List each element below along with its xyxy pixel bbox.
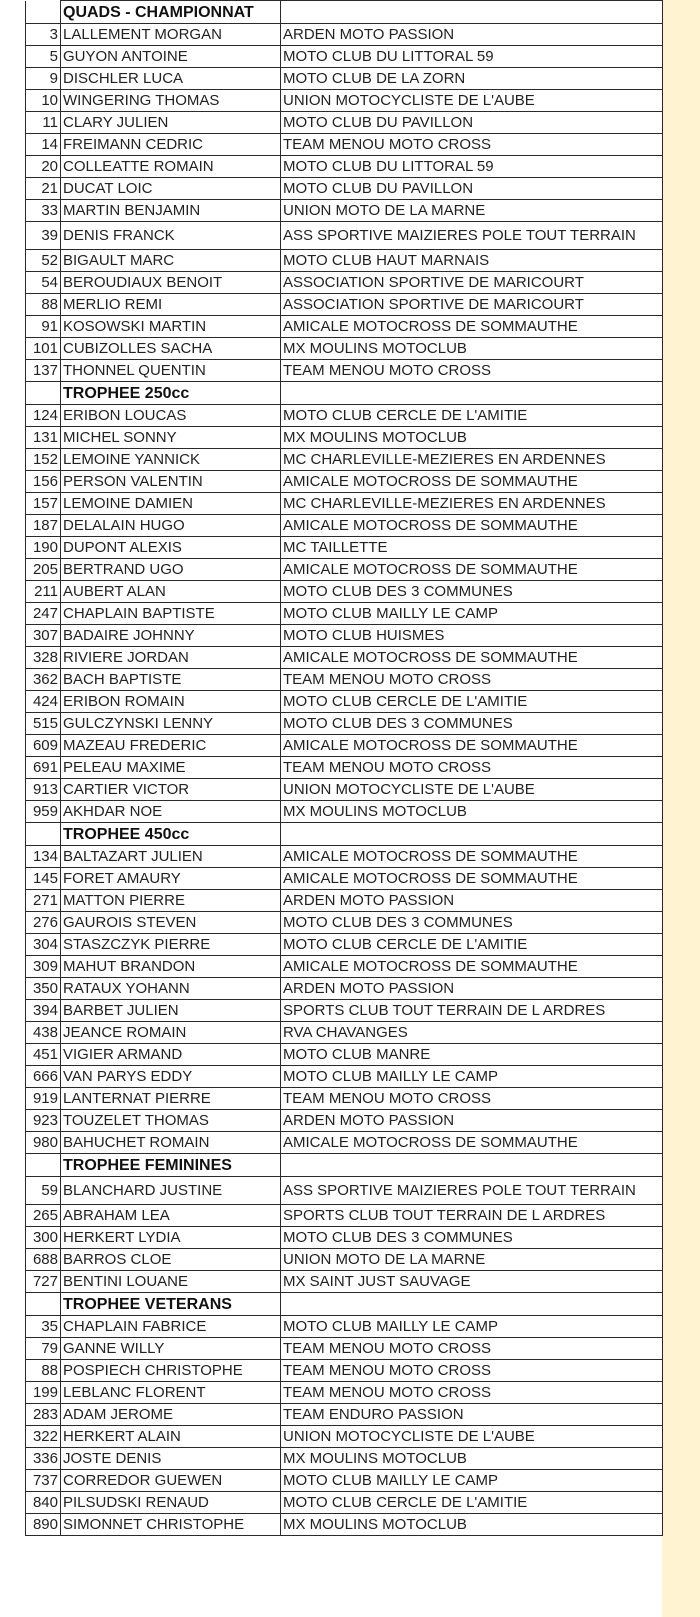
table-row [26, 1360, 663, 1382]
rider-name: JOSTE DENIS [61, 1448, 281, 1470]
rider-number: 609 [26, 735, 61, 757]
rider-club: MOTO CLUB DES 3 COMMUNES [281, 1227, 663, 1249]
section-header-club-cell [281, 1, 663, 24]
table-row [26, 1316, 663, 1338]
rider-club: MOTO CLUB CERCLE DE L'AMITIE [281, 934, 663, 956]
rider-name: ADAM JEROME [61, 1404, 281, 1426]
rider-number: 980 [26, 1132, 61, 1154]
section-header [26, 1154, 663, 1177]
section-header [26, 382, 663, 405]
rider-number: 438 [26, 1022, 61, 1044]
rider-name: BEROUDIAUX BENOIT [61, 272, 281, 294]
rider-club: AMICALE MOTOCROSS DE SOMMAUTHE [281, 956, 663, 978]
section-header-spacer [26, 1, 61, 24]
rider-club: TEAM MENOU MOTO CROSS [281, 669, 663, 691]
table-row [26, 581, 663, 603]
rider-club: MOTO CLUB MAILLY LE CAMP [281, 1316, 663, 1338]
rider-club: UNION MOTOCYCLISTE DE L'AUBE [281, 1426, 663, 1448]
rider-club: ARDEN MOTO PASSION [281, 978, 663, 1000]
rider-club: ASSOCIATION SPORTIVE DE MARICOURT [281, 294, 663, 316]
right-margin [662, 0, 700, 1617]
rider-name: STASZCZYK PIERRE [61, 934, 281, 956]
rider-number: 14 [26, 134, 61, 156]
rider-name: AUBERT ALAN [61, 581, 281, 603]
rider-club: SPORTS CLUB TOUT TERRAIN DE L ARDRES [281, 1205, 663, 1227]
rider-number: 666 [26, 1066, 61, 1088]
rider-number: 737 [26, 1470, 61, 1492]
section-header [26, 1293, 663, 1316]
rider-number: 137 [26, 360, 61, 382]
rider-club: MOTO CLUB CERCLE DE L'AMITIE [281, 1492, 663, 1514]
table-row [26, 1492, 663, 1514]
table-row [26, 427, 663, 449]
rider-number: 276 [26, 912, 61, 934]
rider-name: DELALAIN HUGO [61, 515, 281, 537]
table-row [26, 735, 663, 757]
table-row [26, 1382, 663, 1404]
rider-name: MICHEL SONNY [61, 427, 281, 449]
table-row [26, 24, 663, 46]
table-row [26, 1205, 663, 1227]
table-row [26, 1271, 663, 1293]
rider-number: 890 [26, 1514, 61, 1536]
rider-name: ERIBON LOUCAS [61, 405, 281, 427]
section-header-spacer [26, 1154, 61, 1177]
rider-number: 322 [26, 1426, 61, 1448]
table-row [26, 68, 663, 90]
rider-name: CARTIER VICTOR [61, 779, 281, 801]
rider-number: 21 [26, 178, 61, 200]
table-row [26, 1426, 663, 1448]
rider-name: GANNE WILLY [61, 1338, 281, 1360]
rider-name: BACH BAPTISTE [61, 669, 281, 691]
rider-number: 515 [26, 713, 61, 735]
rider-club: MOTO CLUB MAILLY LE CAMP [281, 603, 663, 625]
rider-club: MOTO CLUB MANRE [281, 1044, 663, 1066]
rider-name: BADAIRE JOHNNY [61, 625, 281, 647]
rider-name: PERSON VALENTIN [61, 471, 281, 493]
rider-name: KOSOWSKI MARTIN [61, 316, 281, 338]
rider-club: TEAM MENOU MOTO CROSS [281, 360, 663, 382]
rider-number: 923 [26, 1110, 61, 1132]
rider-number: 134 [26, 846, 61, 868]
rider-number: 5 [26, 46, 61, 68]
rider-name: MAZEAU FREDERIC [61, 735, 281, 757]
rider-number: 959 [26, 801, 61, 823]
rider-club: MOTO CLUB DU PAVILLON [281, 178, 663, 200]
table-row [26, 90, 663, 112]
rider-number: 156 [26, 471, 61, 493]
rider-club: TEAM ENDURO PASSION [281, 1404, 663, 1426]
rider-name: ABRAHAM LEA [61, 1205, 281, 1227]
rider-number: 157 [26, 493, 61, 515]
rider-name: RIVIERE JORDAN [61, 647, 281, 669]
rider-club: MOTO CLUB HUISMES [281, 625, 663, 647]
section-header-club-cell [281, 1293, 663, 1316]
rider-number: 152 [26, 449, 61, 471]
rider-number: 424 [26, 691, 61, 713]
rider-number: 88 [26, 1360, 61, 1382]
rider-number: 124 [26, 405, 61, 427]
rider-name: CORREDOR GUEWEN [61, 1470, 281, 1492]
rider-name: WINGERING THOMAS [61, 90, 281, 112]
rider-name: DUPONT ALEXIS [61, 537, 281, 559]
rider-club: AMICALE MOTOCROSS DE SOMMAUTHE [281, 515, 663, 537]
rider-name: RATAUX YOHANN [61, 978, 281, 1000]
rider-name: DENIS FRANCK [61, 222, 281, 250]
table-row [26, 471, 663, 493]
rider-name: DUCAT LOIC [61, 178, 281, 200]
rider-number: 91 [26, 316, 61, 338]
rider-number: 336 [26, 1448, 61, 1470]
rider-name: LEMOINE YANNICK [61, 449, 281, 471]
rider-number: 54 [26, 272, 61, 294]
rider-club: MOTO CLUB DE LA ZORN [281, 68, 663, 90]
rider-number: 211 [26, 581, 61, 603]
rider-name: JEANCE ROMAIN [61, 1022, 281, 1044]
table-row [26, 890, 663, 912]
rider-name: BENTINI LOUANE [61, 1271, 281, 1293]
rider-club: MOTO CLUB DU LITTORAL 59 [281, 46, 663, 68]
rider-club: ARDEN MOTO PASSION [281, 24, 663, 46]
rider-number: 727 [26, 1271, 61, 1293]
section-title: TROPHEE 250cc [61, 382, 281, 405]
section-header-club-cell [281, 1154, 663, 1177]
rider-name: HERKERT LYDIA [61, 1227, 281, 1249]
table-row [26, 1404, 663, 1426]
rider-club: MC CHARLEVILLE-MEZIERES EN ARDENNES [281, 493, 663, 515]
rider-number: 11 [26, 112, 61, 134]
table-row [26, 713, 663, 735]
rider-name: TOUZELET THOMAS [61, 1110, 281, 1132]
rider-name: CHAPLAIN BAPTISTE [61, 603, 281, 625]
rider-number: 79 [26, 1338, 61, 1360]
rider-number: 271 [26, 890, 61, 912]
table-row [26, 360, 663, 382]
rider-club: SPORTS CLUB TOUT TERRAIN DE L ARDRES [281, 1000, 663, 1022]
section-title: TROPHEE 450cc [61, 823, 281, 846]
table-row [26, 1249, 663, 1271]
table-row [26, 156, 663, 178]
rider-number: 309 [26, 956, 61, 978]
rider-club: MOTO CLUB CERCLE DE L'AMITIE [281, 691, 663, 713]
rider-club: MX MOULINS MOTOCLUB [281, 1448, 663, 1470]
section-header-spacer [26, 823, 61, 846]
rider-name: LANTERNAT PIERRE [61, 1088, 281, 1110]
rider-number: 33 [26, 200, 61, 222]
rider-club: MX MOULINS MOTOCLUB [281, 1514, 663, 1536]
rider-number: 394 [26, 1000, 61, 1022]
table-row [26, 1088, 663, 1110]
rider-name: BIGAULT MARC [61, 250, 281, 272]
rider-name: GUYON ANTOINE [61, 46, 281, 68]
table-row [26, 846, 663, 868]
rider-club: MX MOULINS MOTOCLUB [281, 801, 663, 823]
table-row [26, 250, 663, 272]
rider-club: TEAM MENOU MOTO CROSS [281, 1088, 663, 1110]
rider-number: 247 [26, 603, 61, 625]
table-row [26, 112, 663, 134]
rider-club: MC CHARLEVILLE-MEZIERES EN ARDENNES [281, 449, 663, 471]
entry-list-body [26, 1, 663, 1536]
rider-club: MOTO CLUB MAILLY LE CAMP [281, 1470, 663, 1492]
rider-number: 919 [26, 1088, 61, 1110]
rider-number: 190 [26, 537, 61, 559]
rider-club: AMICALE MOTOCROSS DE SOMMAUTHE [281, 735, 663, 757]
rider-name: POSPIECH CHRISTOPHE [61, 1360, 281, 1382]
table-row [26, 1066, 663, 1088]
rider-number: 265 [26, 1205, 61, 1227]
rider-number: 101 [26, 338, 61, 360]
rider-number: 362 [26, 669, 61, 691]
table-row [26, 801, 663, 823]
rider-number: 88 [26, 294, 61, 316]
rider-club: MOTO CLUB DES 3 COMMUNES [281, 581, 663, 603]
rider-name: BALTAZART JULIEN [61, 846, 281, 868]
table-row [26, 1044, 663, 1066]
rider-name: LALLEMENT MORGAN [61, 24, 281, 46]
rider-club: MX MOULINS MOTOCLUB [281, 427, 663, 449]
rider-club: TEAM MENOU MOTO CROSS [281, 1360, 663, 1382]
rider-name: MERLIO REMI [61, 294, 281, 316]
rider-number: 688 [26, 1249, 61, 1271]
table-row [26, 757, 663, 779]
rider-name: VAN PARYS EDDY [61, 1066, 281, 1088]
rider-club: ARDEN MOTO PASSION [281, 1110, 663, 1132]
rider-number: 350 [26, 978, 61, 1000]
rider-name: DISCHLER LUCA [61, 68, 281, 90]
table-row [26, 978, 663, 1000]
table-row [26, 1000, 663, 1022]
table-row [26, 912, 663, 934]
rider-club: TEAM MENOU MOTO CROSS [281, 757, 663, 779]
section-title: TROPHEE FEMININES [61, 1154, 281, 1177]
table-row [26, 338, 663, 360]
rider-club: TEAM MENOU MOTO CROSS [281, 1382, 663, 1404]
section-header-club-cell [281, 823, 663, 846]
rider-number: 59 [26, 1177, 61, 1205]
rider-club: AMICALE MOTOCROSS DE SOMMAUTHE [281, 559, 663, 581]
rider-club: RVA CHAVANGES [281, 1022, 663, 1044]
rider-number: 35 [26, 1316, 61, 1338]
table-row [26, 178, 663, 200]
table-row [26, 1177, 663, 1205]
table-row [26, 691, 663, 713]
rider-name: LEBLANC FLORENT [61, 1382, 281, 1404]
table-row [26, 1132, 663, 1154]
rider-club: MOTO CLUB DU LITTORAL 59 [281, 156, 663, 178]
rider-club: AMICALE MOTOCROSS DE SOMMAUTHE [281, 647, 663, 669]
entry-list-table [25, 0, 663, 1536]
rider-name: VIGIER ARMAND [61, 1044, 281, 1066]
rider-club: UNION MOTOCYCLISTE DE L'AUBE [281, 90, 663, 112]
table-row [26, 537, 663, 559]
table-row [26, 1227, 663, 1249]
section-header-club-cell [281, 382, 663, 405]
rider-name: MATTON PIERRE [61, 890, 281, 912]
table-row [26, 1470, 663, 1492]
rider-name: BAHUCHET ROMAIN [61, 1132, 281, 1154]
table-row [26, 1514, 663, 1536]
rider-name: GULCZYNSKI LENNY [61, 713, 281, 735]
rider-number: 20 [26, 156, 61, 178]
section-title: TROPHEE VETERANS [61, 1293, 281, 1316]
rider-name: CLARY JULIEN [61, 112, 281, 134]
rider-name: BARROS CLOE [61, 1249, 281, 1271]
rider-number: 3 [26, 24, 61, 46]
section-header-spacer [26, 382, 61, 405]
rider-name: COLLEATTE ROMAIN [61, 156, 281, 178]
rider-name: GAUROIS STEVEN [61, 912, 281, 934]
rider-club: AMICALE MOTOCROSS DE SOMMAUTHE [281, 471, 663, 493]
rider-name: CUBIZOLLES SACHA [61, 338, 281, 360]
rider-club: UNION MOTO DE LA MARNE [281, 200, 663, 222]
rider-number: 187 [26, 515, 61, 537]
section-header [26, 823, 663, 846]
rider-number: 307 [26, 625, 61, 647]
rider-number: 145 [26, 868, 61, 890]
table-row [26, 222, 663, 250]
table-row [26, 134, 663, 156]
rider-name: THONNEL QUENTIN [61, 360, 281, 382]
rider-club: MOTO CLUB HAUT MARNAIS [281, 250, 663, 272]
rider-club: AMICALE MOTOCROSS DE SOMMAUTHE [281, 846, 663, 868]
table-row [26, 294, 663, 316]
rider-number: 199 [26, 1382, 61, 1404]
rider-name: PILSUDSKI RENAUD [61, 1492, 281, 1514]
rider-club: MOTO CLUB DES 3 COMMUNES [281, 912, 663, 934]
rider-number: 10 [26, 90, 61, 112]
rider-name: ERIBON ROMAIN [61, 691, 281, 713]
table-row [26, 956, 663, 978]
table-row [26, 934, 663, 956]
rider-club: MOTO CLUB DU PAVILLON [281, 112, 663, 134]
table-row [26, 449, 663, 471]
rider-club: MX SAINT JUST SAUVAGE [281, 1271, 663, 1293]
table-row [26, 625, 663, 647]
table-row [26, 46, 663, 68]
table-row [26, 1110, 663, 1132]
rider-name: LEMOINE DAMIEN [61, 493, 281, 515]
rider-club: MOTO CLUB DES 3 COMMUNES [281, 713, 663, 735]
rider-number: 451 [26, 1044, 61, 1066]
rider-club: UNION MOTOCYCLISTE DE L'AUBE [281, 779, 663, 801]
section-header-spacer [26, 1293, 61, 1316]
table-row [26, 493, 663, 515]
table-row [26, 559, 663, 581]
rider-number: 131 [26, 427, 61, 449]
rider-number: 283 [26, 1404, 61, 1426]
rider-number: 328 [26, 647, 61, 669]
rider-club: ASS SPORTIVE MAIZIERES POLE TOUT TERRAIN [281, 1177, 663, 1205]
left-margin [0, 0, 25, 1617]
rider-number: 39 [26, 222, 61, 250]
table-row [26, 272, 663, 294]
rider-club: AMICALE MOTOCROSS DE SOMMAUTHE [281, 868, 663, 890]
rider-name: SIMONNET CHRISTOPHE [61, 1514, 281, 1536]
rider-number: 913 [26, 779, 61, 801]
rider-number: 691 [26, 757, 61, 779]
section-title: QUADS - CHAMPIONNAT [61, 1, 281, 24]
table-row [26, 647, 663, 669]
rider-club: UNION MOTO DE LA MARNE [281, 1249, 663, 1271]
rider-number: 840 [26, 1492, 61, 1514]
table-row [26, 1338, 663, 1360]
table-row [26, 868, 663, 890]
rider-club: ARDEN MOTO PASSION [281, 890, 663, 912]
rider-name: AKHDAR NOE [61, 801, 281, 823]
rider-name: MARTIN BENJAMIN [61, 200, 281, 222]
rider-name: HERKERT ALAIN [61, 1426, 281, 1448]
rider-number: 9 [26, 68, 61, 90]
table-row [26, 669, 663, 691]
table-row [26, 1022, 663, 1044]
rider-name: BERTRAND UGO [61, 559, 281, 581]
rider-club: MOTO CLUB CERCLE DE L'AMITIE [281, 405, 663, 427]
rider-name: MAHUT BRANDON [61, 956, 281, 978]
section-header [26, 1, 663, 24]
rider-club: ASSOCIATION SPORTIVE DE MARICOURT [281, 272, 663, 294]
rider-club: TEAM MENOU MOTO CROSS [281, 1338, 663, 1360]
rider-club: MOTO CLUB MAILLY LE CAMP [281, 1066, 663, 1088]
table-row [26, 603, 663, 625]
table-row [26, 779, 663, 801]
rider-club: TEAM MENOU MOTO CROSS [281, 134, 663, 156]
rider-number: 304 [26, 934, 61, 956]
rider-name: CHAPLAIN FABRICE [61, 1316, 281, 1338]
table-row [26, 316, 663, 338]
rider-club: AMICALE MOTOCROSS DE SOMMAUTHE [281, 1132, 663, 1154]
rider-number: 52 [26, 250, 61, 272]
rider-name: BLANCHARD JUSTINE [61, 1177, 281, 1205]
rider-number: 300 [26, 1227, 61, 1249]
rider-name: BARBET JULIEN [61, 1000, 281, 1022]
table-row [26, 515, 663, 537]
rider-club: ASS SPORTIVE MAIZIERES POLE TOUT TERRAIN [281, 222, 663, 250]
rider-club: MX MOULINS MOTOCLUB [281, 338, 663, 360]
rider-club: MC TAILLETTE [281, 537, 663, 559]
rider-club: AMICALE MOTOCROSS DE SOMMAUTHE [281, 316, 663, 338]
table-row [26, 200, 663, 222]
table-row [26, 405, 663, 427]
rider-name: FORET AMAURY [61, 868, 281, 890]
rider-name: PELEAU MAXIME [61, 757, 281, 779]
rider-name: FREIMANN CEDRIC [61, 134, 281, 156]
table-row [26, 1448, 663, 1470]
rider-number: 205 [26, 559, 61, 581]
